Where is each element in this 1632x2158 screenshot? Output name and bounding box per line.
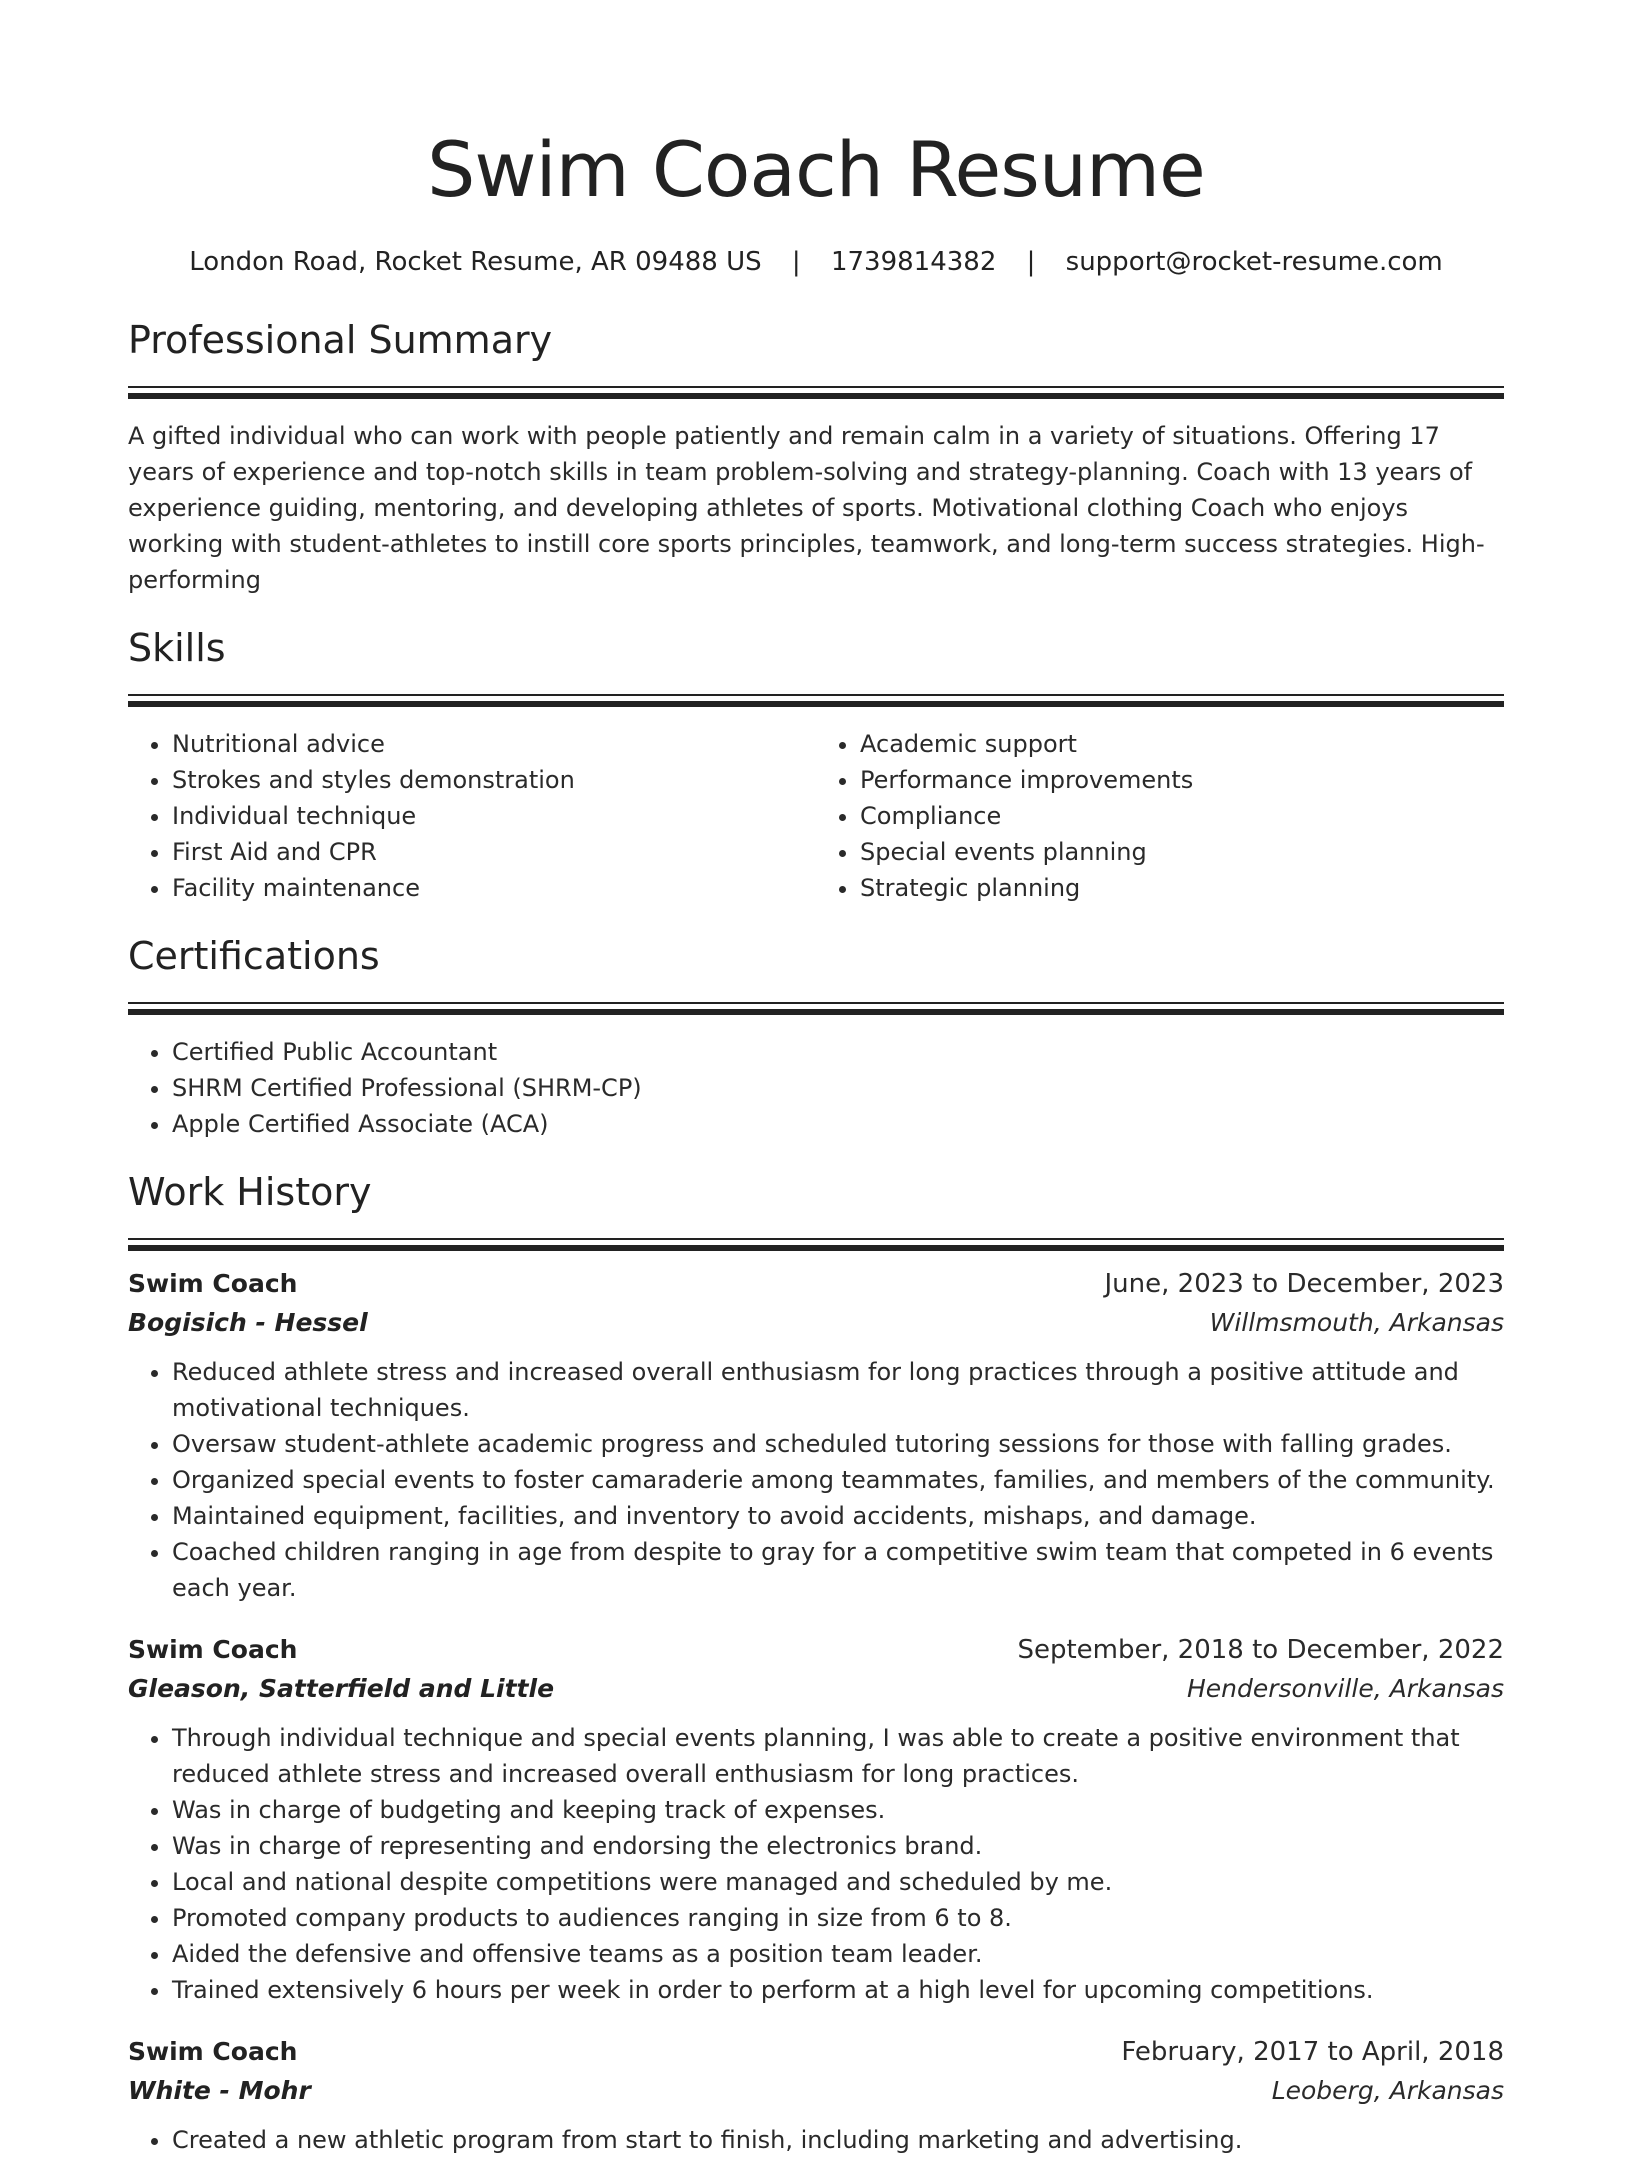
contact-address: London Road, Rocket Resume, AR 09488 US: [189, 247, 762, 277]
skill-item: • Performance improvements: [860, 762, 1504, 798]
skill-item: • Nutritional advice: [172, 726, 816, 762]
certification-item: • SHRM Certified Professional (SHRM-CP): [172, 1070, 1504, 1106]
job-dates: September, 2018 to December, 2022: [1017, 1635, 1504, 1665]
skill-item: • Academic support: [860, 726, 1504, 762]
skill-item: • Individual technique: [172, 798, 816, 834]
resume-title: Swim Coach Resume: [427, 125, 1205, 214]
job-duties: [128, 1720, 1504, 2008]
certification-item: • Certified Public Accountant: [172, 1034, 1504, 1070]
job-location: Leoberg, Arkansas: [1271, 2076, 1504, 2105]
job-entry: [128, 1264, 1504, 1606]
skills-section: [128, 622, 1504, 906]
duty-item: • Reduced athlete stress and increased overall enthusiasm for long practices through a positive attitude and motivational techniques.: [172, 1354, 1504, 1426]
job-dates: June, 2023 to December, 2023: [1104, 1269, 1504, 1299]
section-heading-certifications: Certifications: [128, 934, 380, 978]
section-divider: [128, 1002, 1504, 1004]
skill-item: • Strategic planning: [860, 870, 1504, 906]
duty-item: • Local and national despite competitions were managed and scheduled by me.: [172, 1864, 1504, 1900]
contact-email: support@rocket-resume.com: [1065, 247, 1443, 277]
skill-item: • Compliance: [860, 798, 1504, 834]
skills-list-right: [816, 726, 1504, 906]
duty-item: • Maintained equipment, facilities, and inventory to avoid accidents, mishaps, and damage.: [172, 1498, 1504, 1534]
job-title: Swim Coach: [128, 1269, 298, 1298]
duty-item: • Through individual technique and special events planning, I was able to create a positive environment that reduced athlete stress and increased overall enthusiasm for long practices.: [172, 1720, 1504, 1792]
job-company: White - Mohr: [128, 2076, 311, 2105]
summary-text: A gifted individual who can work with people patiently and remain calm in a variety of situations. Offering 17 years of experience and top-notch skills in team problem-solving and strategy-planning. Coach with 13 years of experience guiding, mentoring, and developing athletes of sports. Motivational clothing Coach who enjoys working with student-athletes to instill core sports principles, teamwork, and long-term success strategies. High-performing: [128, 422, 1485, 594]
job-title: Swim Coach: [128, 2037, 298, 2066]
duty-item: • Created a new athletic program from start to finish, including marketing and advertising.: [172, 2122, 1504, 2158]
job-entry: [128, 2032, 1504, 2158]
job-company: Bogisich - Hessel: [128, 1308, 368, 1337]
skill-item: • Strokes and styles demonstration: [172, 762, 816, 798]
certification-item: • Apple Certified Associate (ACA): [172, 1106, 1504, 1142]
job-location: Hendersonville, Arkansas: [1186, 1674, 1504, 1703]
section-divider: [128, 694, 1504, 696]
section-heading-work-history: Work History: [128, 1170, 372, 1214]
contact-separator: |: [1026, 247, 1036, 277]
work-history-section: [128, 1166, 1504, 2158]
summary-section: [128, 314, 1504, 598]
job-company: Gleason, Satterfield and Little: [128, 1674, 555, 1703]
contact-line: [128, 244, 1504, 280]
skill-item: • First Aid and CPR: [172, 834, 816, 870]
job-title: Swim Coach: [128, 1635, 298, 1664]
section-divider: [128, 386, 1504, 388]
job-location: Willmsmouth, Arkansas: [1209, 1308, 1504, 1337]
skill-item: • Special events planning: [860, 834, 1504, 870]
section-heading-summary: Professional Summary: [128, 318, 553, 362]
duty-item: • Trained extensively 6 hours per week in order to perform at a high level for upcoming competitions.: [172, 1972, 1504, 2008]
contact-separator: |: [791, 247, 801, 277]
certifications-section: [128, 930, 1504, 1142]
duty-item: • Organized special events to foster camaraderie among teammates, families, and members of the community.: [172, 1462, 1504, 1498]
duty-item: • Was in charge of budgeting and keeping track of expenses.: [172, 1792, 1504, 1828]
job-duties: [128, 1354, 1504, 1606]
duty-item: • Promoted company products to audiences ranging in size from 6 to 8.: [172, 1900, 1504, 1936]
duty-item: • Coached children ranging in age from despite to gray for a competitive swim team that competed in 6 events each year.: [172, 1534, 1504, 1606]
skills-columns: [128, 726, 1504, 906]
skills-list-left: [128, 726, 816, 906]
contact-phone: 1739814382: [830, 247, 997, 277]
resume-page: [128, 0, 1504, 2158]
certifications-list: [128, 1034, 1504, 1142]
job-dates: February, 2017 to April, 2018: [1121, 2037, 1504, 2067]
duty-item: • Oversaw student-athlete academic progress and scheduled tutoring sessions for those with falling grades.: [172, 1426, 1504, 1462]
section-heading-skills: Skills: [128, 626, 226, 670]
job-duties: [128, 2122, 1504, 2158]
duty-item: • Was in charge of representing and endorsing the electronics brand.: [172, 1828, 1504, 1864]
duty-item: • Aided the defensive and offensive teams as a position team leader.: [172, 1936, 1504, 1972]
job-entry: [128, 1630, 1504, 2008]
skill-item: • Facility maintenance: [172, 870, 816, 906]
section-divider: [128, 1238, 1504, 1240]
